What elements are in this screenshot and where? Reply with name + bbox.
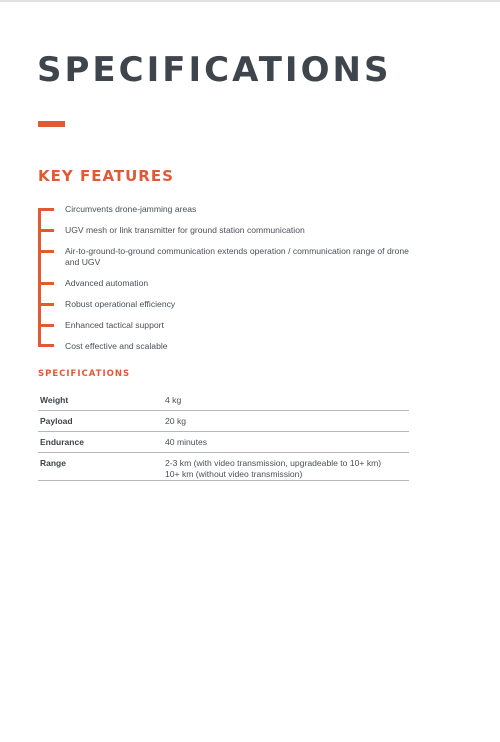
feature-item: UGV mesh or link transmitter for ground station communication [65, 225, 305, 235]
spec-label: Payload [40, 416, 73, 426]
spec-label: Endurance [40, 437, 84, 447]
spec-row-payload [38, 411, 409, 432]
key-features-heading: KEY FEATURES [38, 167, 174, 185]
feature-item: Robust operational efficiency [65, 299, 176, 309]
specifications-heading: SPECIFICATIONS [38, 369, 131, 379]
feature-bracket-tick [38, 282, 54, 285]
specifications-table [38, 390, 409, 481]
spec-label: Range [40, 458, 66, 468]
feature-item: Enhanced tactical support [65, 320, 164, 330]
spec-row-range [38, 453, 409, 481]
feature-bracket-tick [38, 208, 54, 211]
spec-row-endurance [38, 432, 409, 453]
feature-bracket-tick [38, 344, 54, 347]
page-title: SPECIFICATIONS [37, 50, 392, 90]
spec-value: 10+ km (without video transmission) [165, 469, 303, 479]
feature-item: Circumvents drone-jamming areas [65, 204, 197, 214]
spec-value: 40 minutes [165, 437, 208, 447]
title-accent-bar [38, 121, 65, 127]
spec-label: Weight [40, 395, 69, 405]
feature-item: Air-to-ground-to-ground communication extends operation / communication range of drone and UGV [65, 246, 409, 267]
spec-value: 2-3 km (with video transmission, upgradeable to 10+ km) [165, 458, 382, 468]
feature-bracket-tick [38, 324, 54, 327]
spec-value: 20 kg [165, 416, 187, 426]
top-border [0, 0, 500, 2]
feature-item: Advanced automation [65, 278, 149, 288]
feature-bracket-tick [38, 303, 54, 306]
spec-row-weight [38, 390, 409, 411]
spec-value: 4 kg [165, 395, 182, 405]
feature-item: Cost effective and scalable [65, 341, 168, 351]
feature-bracket-tick [38, 250, 54, 253]
feature-bracket-tick [38, 229, 54, 232]
